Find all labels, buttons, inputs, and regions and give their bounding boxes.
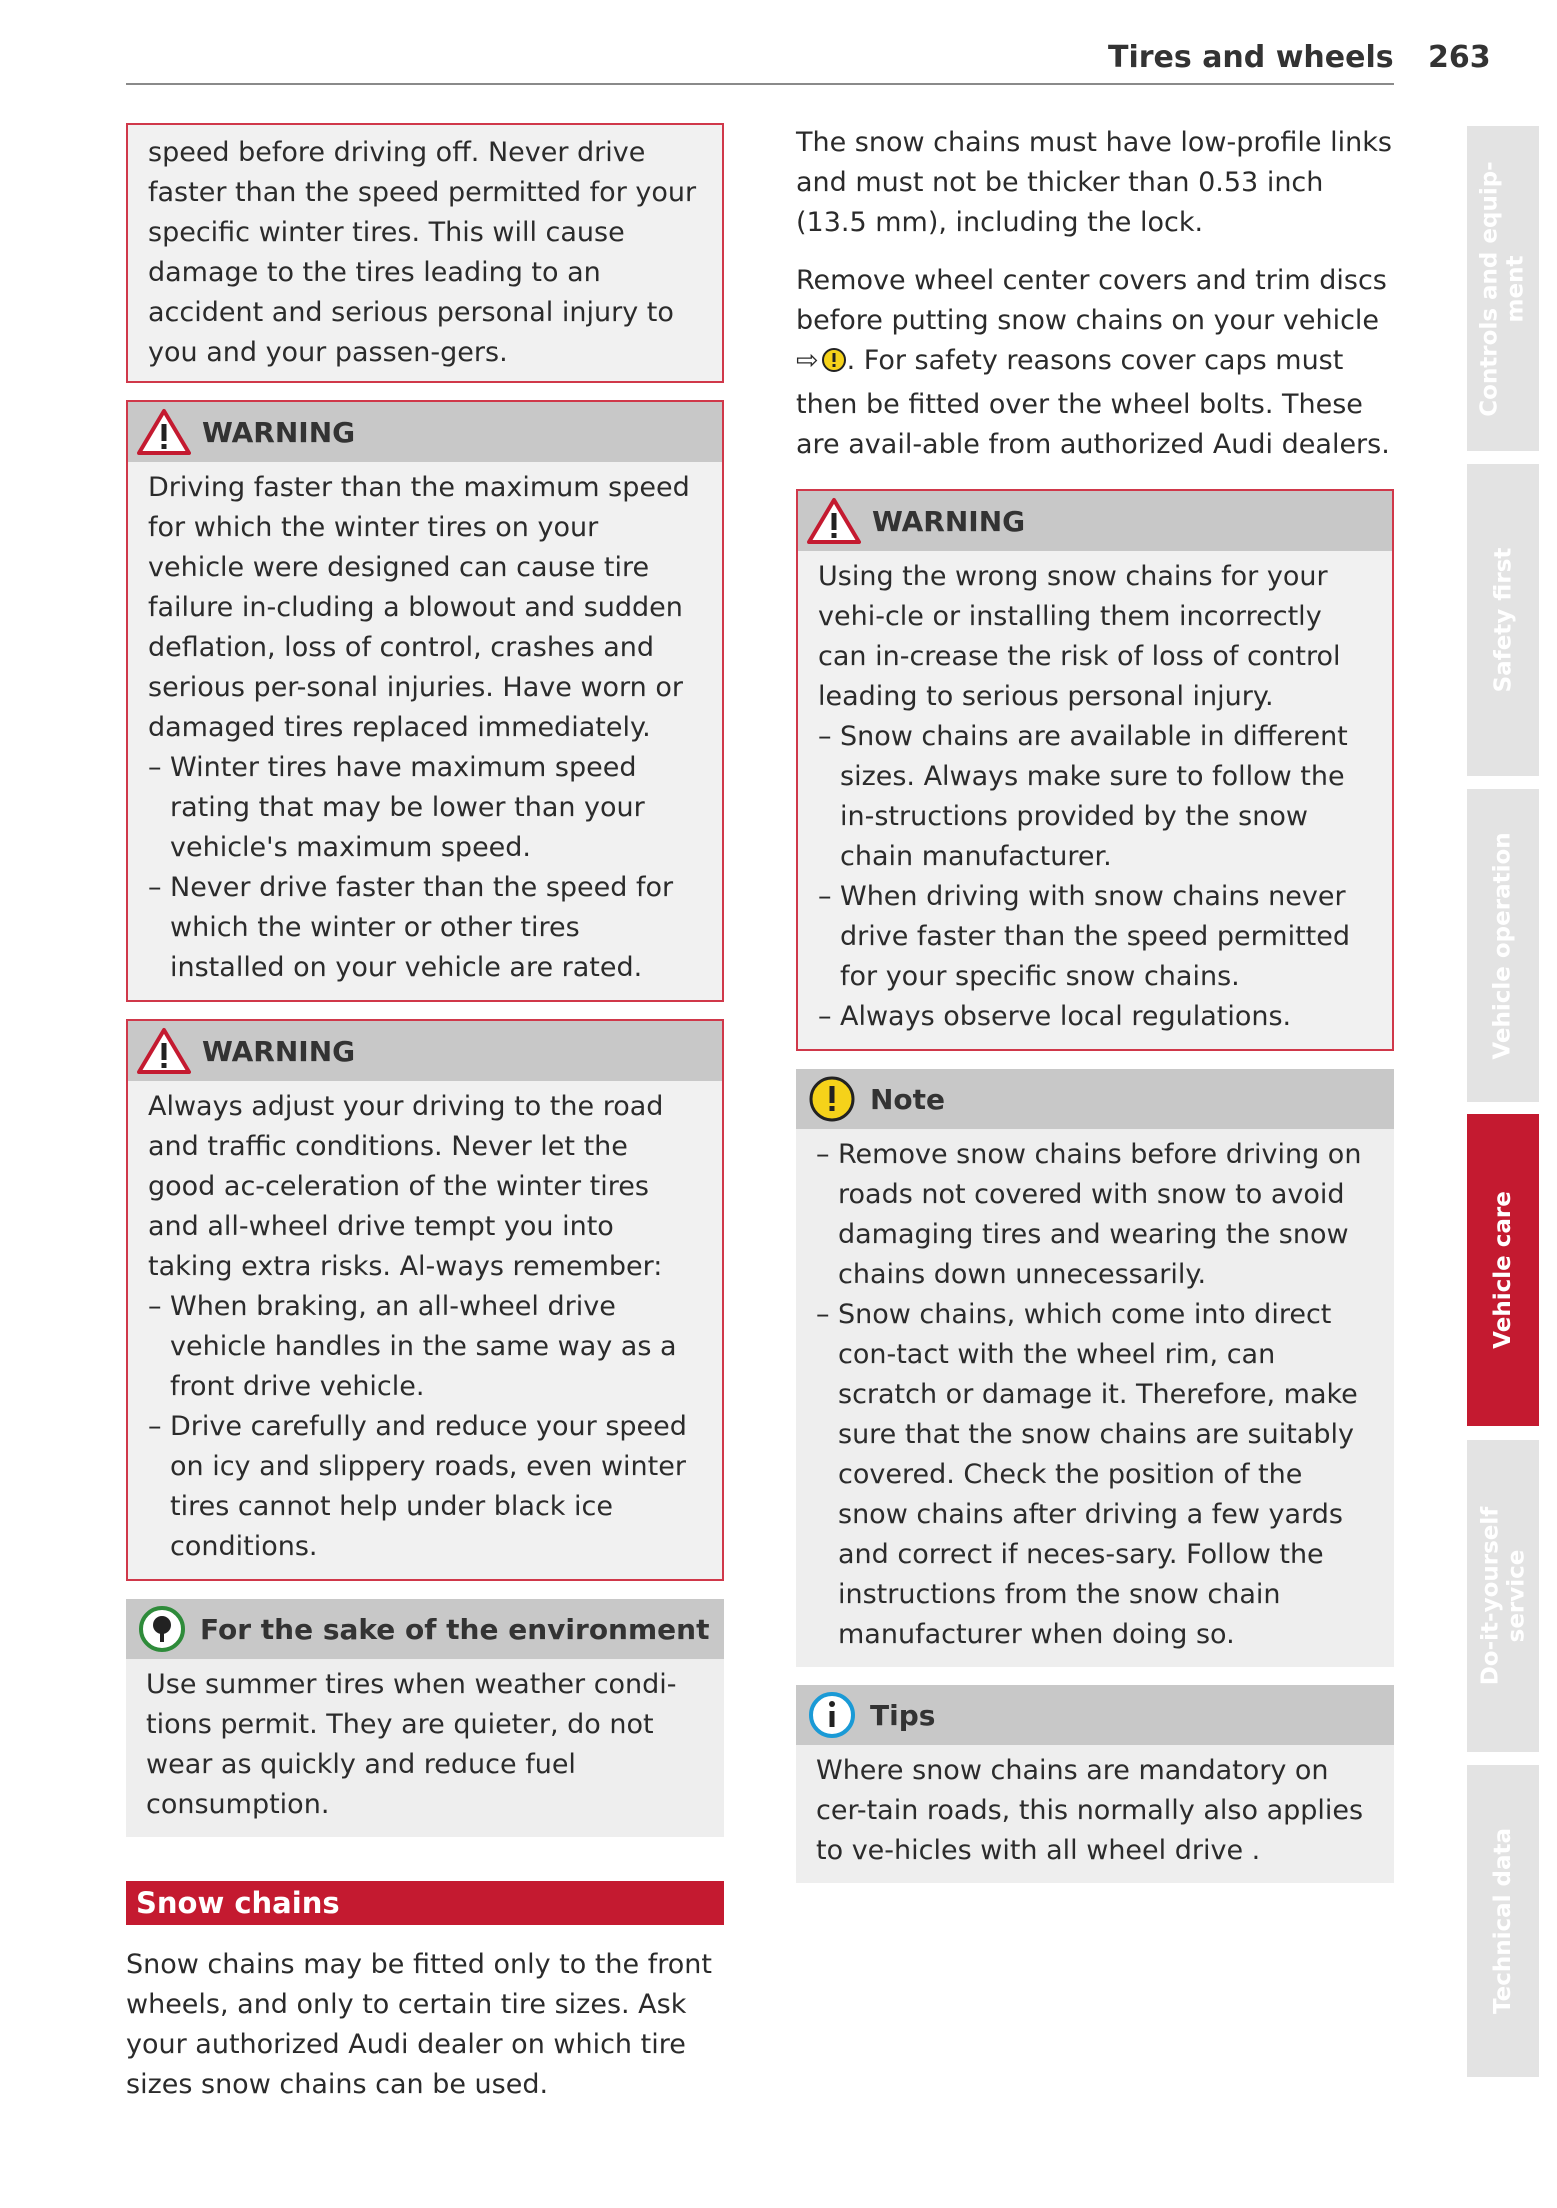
warning-header — [128, 402, 722, 462]
warning-title: WARNING — [872, 504, 1026, 538]
warning-list-item: – When driving with snow chains never drive faster than the speed permitted for your specific snow chains. — [818, 877, 1372, 997]
warning-header — [128, 1021, 722, 1081]
wheel-covers-paragraph — [796, 261, 1394, 465]
wheel-covers-text-cont: . For safety reasons cover caps must then be fitted over the wheel bolts. These are avail-able from authorized Audi dealers. — [796, 345, 1390, 460]
continued-warning-box — [126, 123, 724, 383]
side-tab-technical-data[interactable] — [1467, 1765, 1539, 2077]
warning-triangle-icon — [136, 1026, 192, 1076]
note-list-item: – Remove snow chains before driving on roads not covered with snow to avoid damaging tires and wearing the snow chains down unnecessarily. — [816, 1135, 1374, 1295]
warning-text: Driving faster than the maximum speed for which the winter tires on your vehicle were designed can cause tire failure in-cluding a blowout and sudden deflation, loss of control, crashes and serious per-sonal injuries. Have worn or damaged tires replaced immediately. — [148, 472, 690, 743]
warning-box-speed — [126, 400, 724, 1002]
warning-triangle-icon — [806, 496, 862, 546]
environment-header — [126, 1599, 724, 1659]
snow-chains-intro — [126, 1945, 724, 2105]
side-tab-label: Controls and equip- — [1477, 160, 1504, 417]
warning-title: WARNING — [202, 1034, 356, 1068]
side-tab-safety[interactable] — [1467, 464, 1539, 776]
side-tab-label: Safety first — [1490, 547, 1517, 693]
warning-list-item: – Drive carefully and reduce your speed on icy and slippery roads, even winter tires cannot help under black ice conditions. — [148, 1407, 702, 1567]
side-tab-label: Technical data — [1490, 1827, 1517, 2015]
warning-list-item: – When braking, an all-wheel drive vehicle handles in the same way as a front drive vehicle. — [148, 1287, 702, 1407]
page-header-title: Tires and wheels — [1108, 40, 1394, 75]
warning-header — [798, 491, 1392, 551]
environment-box — [126, 1599, 724, 1837]
warning-list-item: – Winter tires have maximum speed rating that may be lower than your vehicle's maximum speed. — [148, 748, 702, 868]
tips-text: Where snow chains are mandatory on cer-tain roads, this normally also applies to ve-hicles with all wheel drive . — [816, 1755, 1364, 1866]
tree-icon — [134, 1604, 190, 1654]
left-column — [126, 123, 724, 2105]
page-number: 263 — [1428, 40, 1491, 75]
right-column — [796, 123, 1394, 1883]
continued-warning-text: speed before driving off. Never drive faster than the speed permitted for your specific winter tires. This will cause damage to the tires leading to an accident and serious personal injury to you and your passen-gers. — [148, 137, 697, 368]
info-icon — [804, 1690, 860, 1740]
warning-title: WARNING — [202, 415, 356, 449]
side-tab-label: service — [1503, 1549, 1529, 1643]
warning-text: Using the wrong snow chains for your vehi-cle or installing them incorrectly can in-crease the risk of loss of control leading to serious personal injury. — [818, 561, 1341, 712]
section-title: Snow chains — [136, 1886, 340, 1920]
warning-list-item: – Always observe local regulations. — [818, 997, 1372, 1037]
snow-chains-text: Snow chains may be fitted only to the front wheels, and only to certain tire sizes. Ask your authorized Audi dealer on which tire sizes snow chains can be used. — [126, 1949, 712, 2100]
wheel-covers-text: Remove wheel center covers and trim discs before putting snow chains on your vehicle — [796, 265, 1387, 336]
side-tab-label: Vehicle care — [1490, 1191, 1516, 1349]
tips-header — [796, 1685, 1394, 1745]
side-tab-controls[interactable] — [1467, 126, 1539, 451]
cross-ref-arrow[interactable]: ⇨ — [796, 345, 819, 376]
warning-text: Always adjust your driving to the road and traffic conditions. Never let the good ac-celeration of the winter tires and all-wheel drive tempt you into taking extra risks. Al-ways remember: — [148, 1091, 664, 1282]
side-tab-diy-service[interactable] — [1467, 1440, 1539, 1752]
tips-box — [796, 1685, 1394, 1883]
warning-list-item: – Never drive faster than the speed for which the winter or other tires installed on your vehicle are rated. — [148, 868, 702, 988]
environment-text: Use summer tires when weather condi-tions permit. They are quieter, do not wear as quickly and reduce fuel consumption. — [146, 1669, 677, 1820]
section-heading-snow-chains — [126, 1881, 724, 1925]
tips-title: Tips — [870, 1698, 936, 1732]
side-tab-vehicle-operation[interactable] — [1467, 789, 1539, 1102]
chain-specs-paragraph — [796, 123, 1394, 243]
warning-list-item: – Snow chains are available in different sizes. Always make sure to follow the in-structions provided by the snow chain manufacturer. — [818, 717, 1372, 877]
note-header — [796, 1069, 1394, 1129]
side-tab-label: Do-it-yourself — [1477, 1506, 1503, 1686]
note-list-item: – Snow chains, which come into direct con-tact with the wheel rim, can scratch or damage it. Therefore, make sure that the snow chains are suitably covered. Check the position of the snow chains after driving a few yards and correct if neces-sary. Follow the instructions from the snow chain manufacturer when doing so. — [816, 1295, 1374, 1655]
header-divider — [126, 83, 1394, 85]
warning-box-driving — [126, 1019, 724, 1581]
side-tab-label: Vehicle operation — [1490, 831, 1516, 1060]
note-exclamation-icon — [804, 1074, 860, 1124]
side-tab-label: ment — [1503, 255, 1530, 322]
note-ref-icon[interactable] — [821, 345, 847, 385]
side-tab-vehicle-care[interactable] — [1467, 1114, 1539, 1426]
warning-triangle-icon — [136, 407, 192, 457]
environment-title: For the sake of the environment — [200, 1612, 710, 1646]
note-box — [796, 1069, 1394, 1667]
note-title: Note — [870, 1082, 946, 1116]
chain-specs-text: The snow chains must have low-profile links and must not be thicker than 0.53 inch (13.5 mm), including the lock. — [796, 127, 1392, 238]
warning-box-snow-chains — [796, 489, 1394, 1051]
